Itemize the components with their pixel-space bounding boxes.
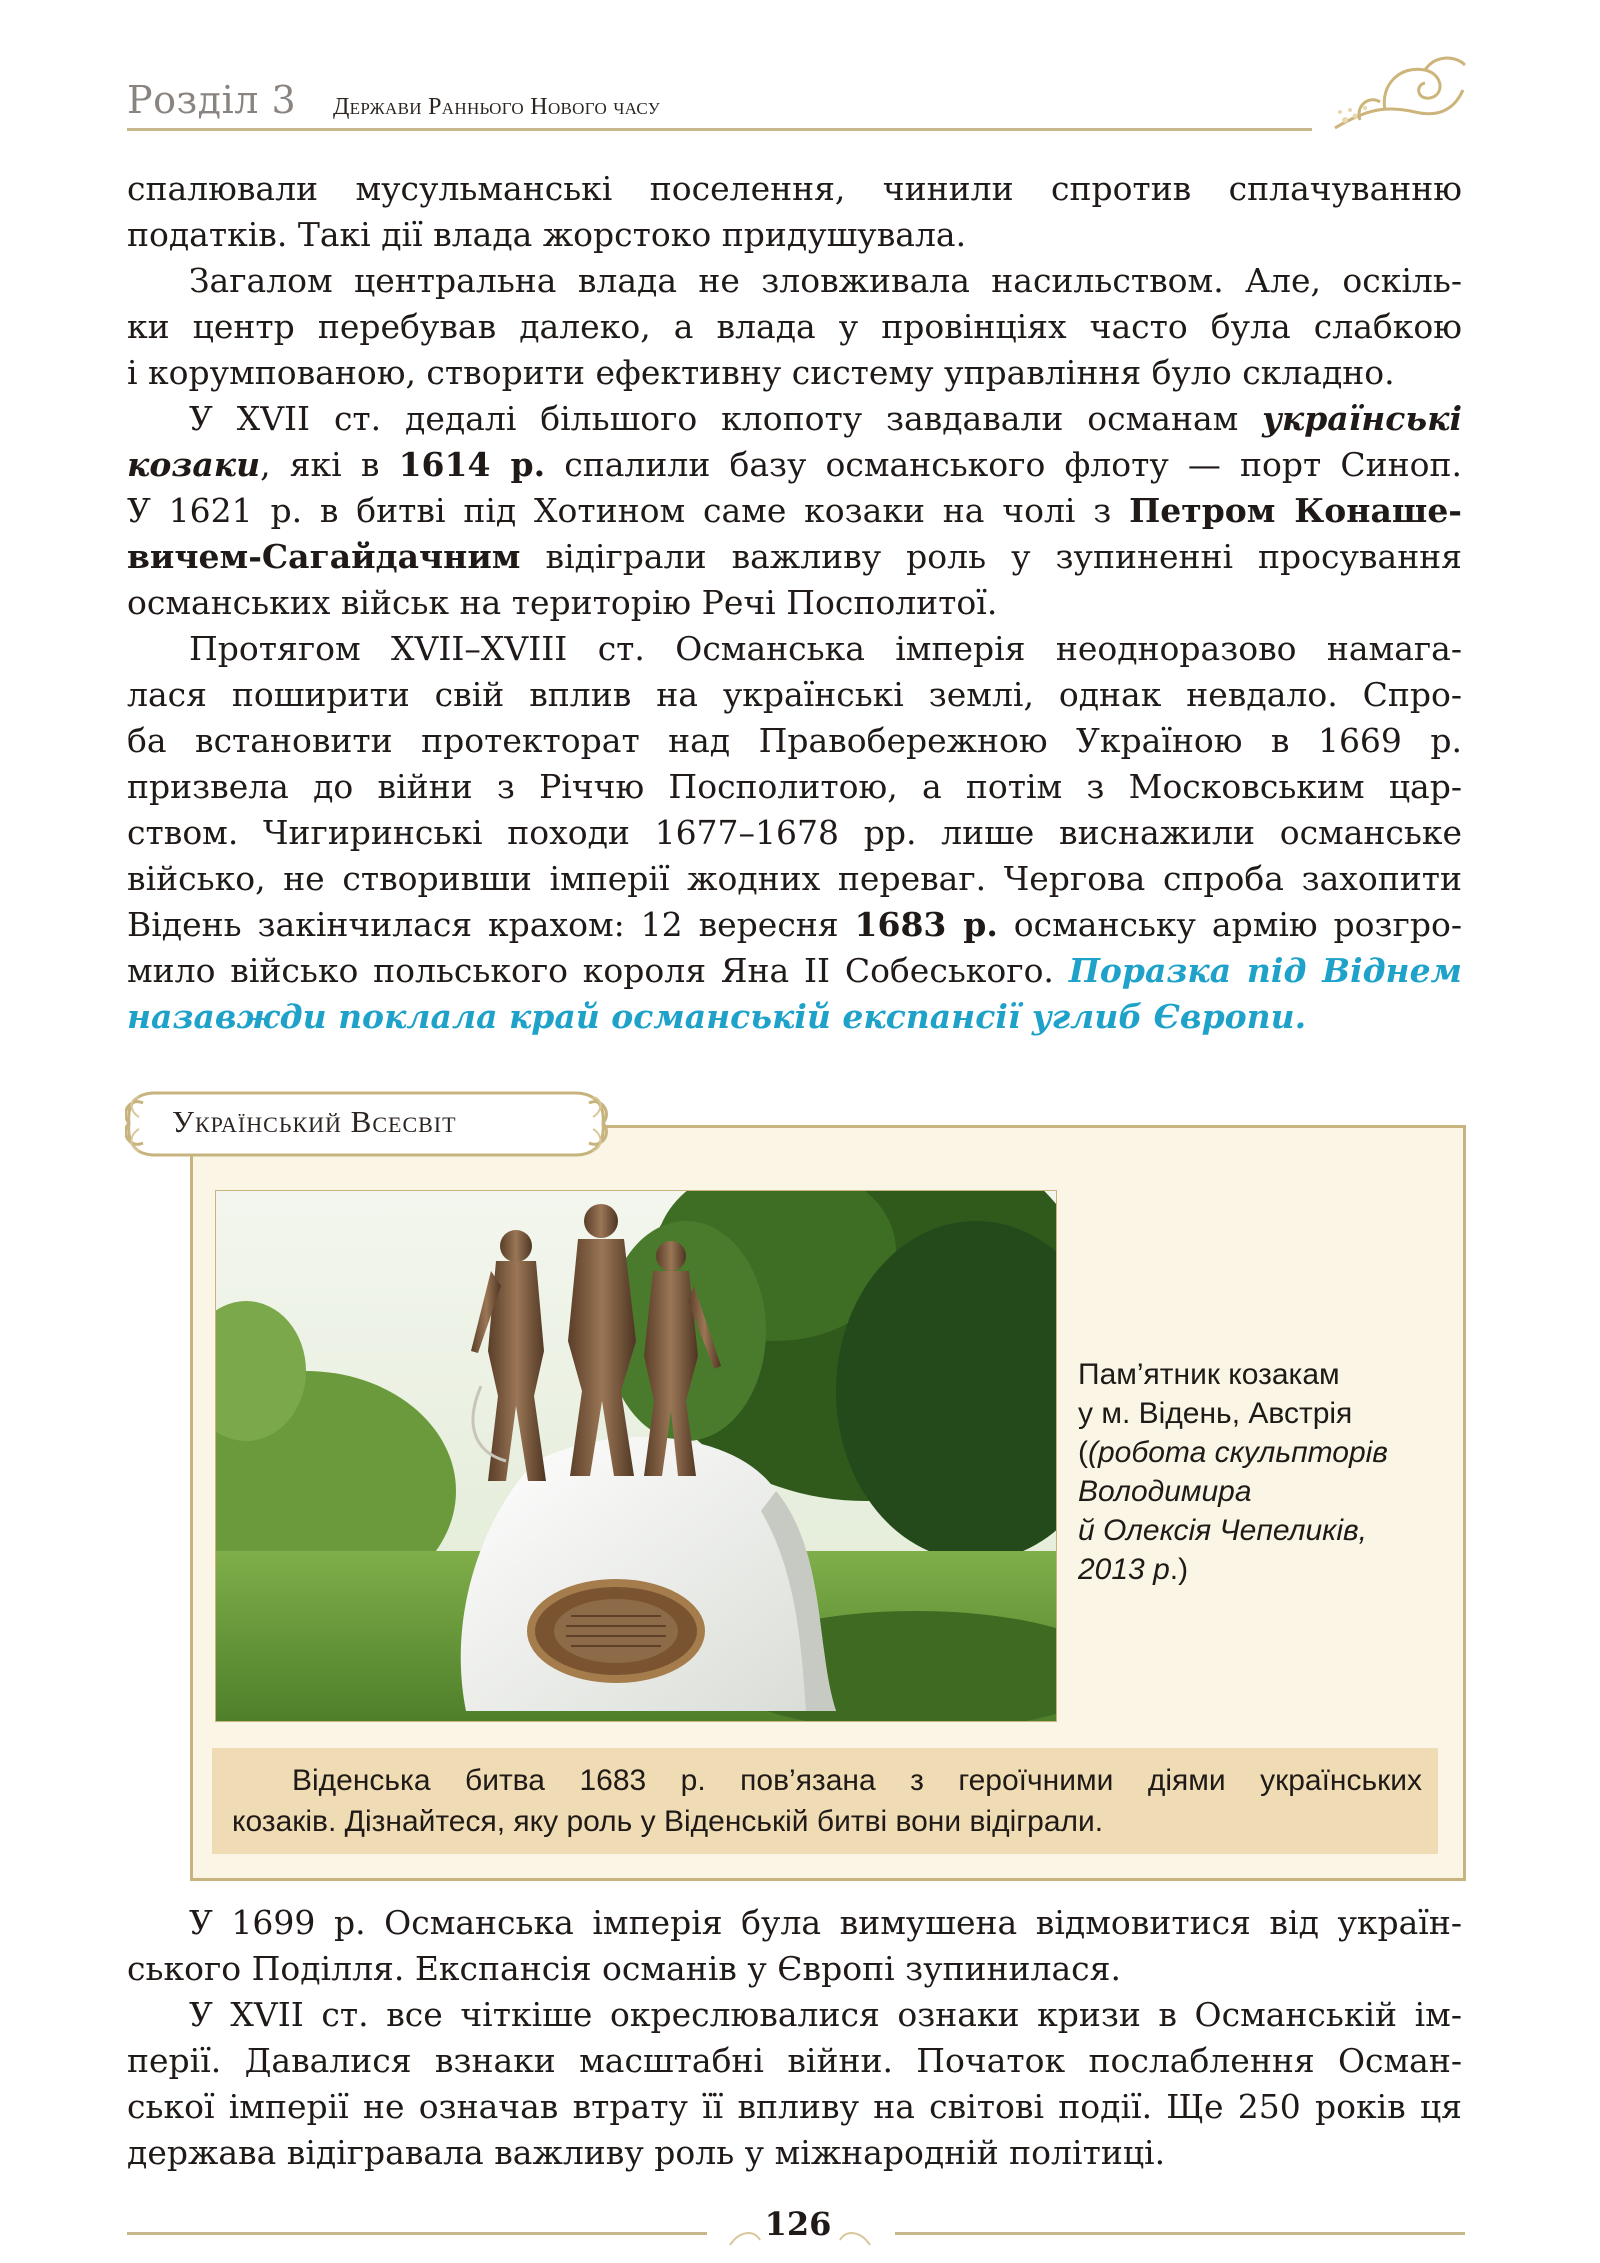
paragraph [127, 258, 1462, 396]
key-statement: назавжди поклала край османській експансії углиб Європи. [127, 997, 1307, 1036]
text-line: У 1699 р. Османська імперія була вимушена відмовитися від україн- [189, 1903, 1462, 1942]
name-highlight: вичем-Сагайдачним [127, 537, 521, 576]
flourish-ornament-icon [1325, 50, 1475, 135]
paragraph [127, 1900, 1462, 1992]
text-span: У XVII ст. дедалі більшого клопоту завдавали османам [189, 399, 1263, 438]
text-line: ки центр перебував далеко, а влада у провінціях часто була слабкою [127, 307, 1462, 346]
caption-italic: (робота скульпторів [1088, 1436, 1388, 1469]
text-line: Загалом центральна влада не зловживала насильством. Але, оскіль- [189, 261, 1462, 300]
text-line [127, 902, 1462, 948]
text-line: держава відігравала важливу роль у міжнародній політиці. [127, 2133, 1166, 2172]
footer-rule [895, 2232, 1465, 2235]
text-line [127, 534, 1462, 580]
text-line [127, 948, 1462, 994]
text-span: спалили базу османського флоту — порт Синоп. [545, 445, 1462, 484]
text-line: ством. Чигиринські походи 1677–1678 рр. лише виснажили османське [127, 813, 1462, 852]
question-text [232, 1760, 1422, 1842]
text-line: османських військ на територію Речі Посполитої. [127, 583, 998, 622]
chapter-number: Розділ 3 [127, 78, 297, 122]
monument-photo [215, 1190, 1057, 1722]
text-line: спалювали мусульманські поселення, чинили спротив сплачуванню [127, 169, 1462, 208]
box-title: Український Всесвіт [172, 1104, 457, 1139]
text-line: і корумпованою, створити ефективну систему управління було складно. [127, 353, 1395, 392]
footer-rule [127, 2232, 707, 2235]
text-line [127, 396, 1462, 442]
running-header [127, 78, 1307, 134]
text-line: військо, не створивши імперії жодних переваг. Чергова спроба захопити [127, 859, 1462, 898]
key-statement: Поразка під Віднем [1068, 951, 1462, 990]
text-line: ського Поділля. Експансія османів у Європі зупинилася. [127, 1949, 1121, 1988]
text-line: У XVII ст. все чіткіше окреслювалися ознаки кризи в Османській ім- [189, 1995, 1462, 2034]
date-highlight: 1683 р. [854, 905, 998, 944]
chapter-title: Держави Раннього Нового часу [333, 94, 661, 120]
text-span: османську армію розгро- [997, 905, 1462, 944]
paragraph [127, 626, 1462, 1040]
text-span: , які в [260, 445, 399, 484]
date-highlight: 1614 р. [398, 445, 546, 484]
paragraph [127, 396, 1462, 626]
text-line: призвела до війни з Річчю Посполитою, а потім з Московським цар- [127, 767, 1462, 806]
text-line: Протягом XVII–XVIII ст. Османська імперія неодноразово намага- [189, 629, 1462, 668]
paragraph [127, 166, 1462, 258]
text-line [127, 488, 1462, 534]
text-line: лася поширити свій вплив на українські землі, однак невдало. Спро- [127, 675, 1462, 714]
header-rule [127, 128, 1312, 131]
caption-italic: й Олексія Чепеликів, [1078, 1514, 1367, 1547]
name-highlight: Петром Конаше- [1129, 491, 1463, 530]
text-span: Відень закінчилася крахом: 12 вересня [127, 905, 855, 944]
text-span: відіграли важливу роль у зупиненні просування [520, 537, 1462, 576]
paragraph [127, 1992, 1462, 2176]
text-line: перії. Давалися взнаки масштабні війни. Початок послаблення Осман- [127, 2041, 1462, 2080]
term-highlight: козаки [127, 445, 261, 484]
caption-italic: 2013 р [1078, 1553, 1170, 1586]
question-line: Віденська битва 1683 р. пов’язана з героїчними діями українських [292, 1764, 1422, 1797]
text-line: податків. Такі дії влада жорстоко придушувала. [127, 215, 967, 254]
question-box [212, 1748, 1438, 1854]
question-line: козаків. Дізнайтеся, яку роль у Віденській битві вони відіграли. [232, 1805, 1104, 1838]
caption-line [1078, 1472, 1438, 1511]
term-highlight: українські [1262, 399, 1462, 438]
text-span: У 1621 р. в битві під Хотином саме козаки на чолі з [127, 491, 1130, 530]
page-number: 126 [764, 2205, 832, 2243]
caption-line [1078, 1550, 1438, 1589]
text-line: ба встановити протекторат над Правобережною Україною в 1669 р. [127, 721, 1462, 760]
caption-line: Пам’ятник козакам [1078, 1358, 1340, 1391]
caption-text: .) [1169, 1553, 1189, 1586]
text-line: ської імперії не означав втрату її впливу на світові події. Ще 250 років ця [127, 2087, 1462, 2126]
text-line [127, 442, 1462, 488]
caption-line: ((робота скульпторів [1078, 1436, 1388, 1469]
caption-italic: Володимира [1078, 1475, 1252, 1508]
caption-line: у м. Відень, Австрія [1078, 1397, 1353, 1430]
text-span: мило військо польського короля Яна ІІ Собеського. [127, 951, 1069, 990]
caption-line [1078, 1511, 1438, 1550]
photo-caption [1078, 1355, 1438, 1589]
